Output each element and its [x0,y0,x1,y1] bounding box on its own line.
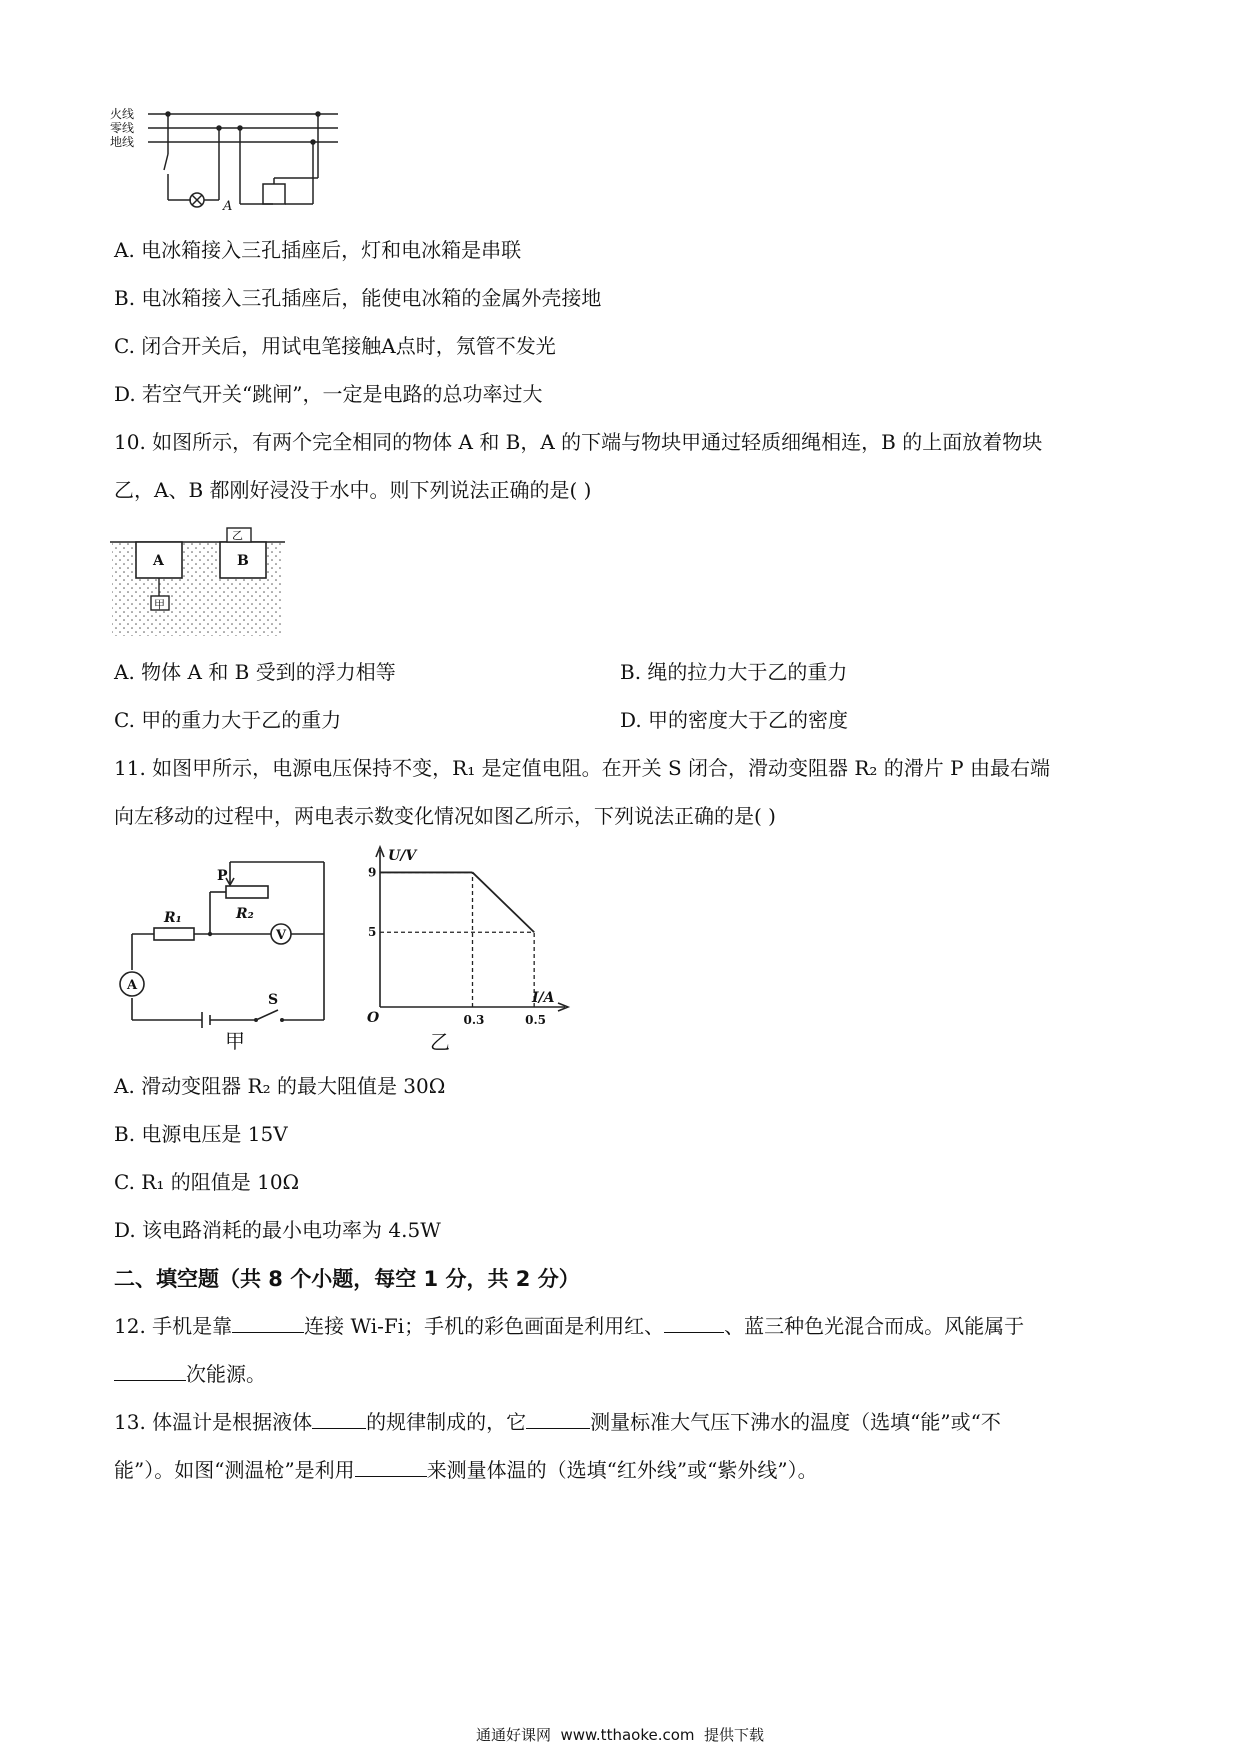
q13-blank-2[interactable] [526,1408,590,1429]
q10-stem-line2: 乙，A、B 都刚好浸没于水中。则下列说法正确的是( ) [114,478,592,502]
q10-option-c: C. 甲的重力大于乙的重力 [114,708,342,732]
q10-option-a: A. 物体 A 和 B 受到的浮力相等 [114,660,396,684]
q9-option-a: A. 电冰箱接入三孔插座后，灯和电冰箱是串联 [114,238,522,262]
q11-option-a: A. 滑动变阻器 R₂ 的最大阻值是 30Ω [114,1074,446,1098]
section-heading: 二、填空题（共 8 个小题，每空 1 分，共 2 分） [114,1267,580,1291]
circuit-caption: 甲 [225,1029,245,1052]
q13-blank-1[interactable] [312,1408,366,1429]
y-tick-label-0: 9 [368,865,377,880]
q9-option-c: C. 闭合开关后，用试电笔接触A点时，氖管不发光 [114,334,556,358]
object-a-label: A [153,553,164,569]
y-axis-label: U/V [388,848,417,864]
ammeter-label: A [127,978,138,993]
ground-line-label: 地线 [110,135,135,149]
r1-label: R₁ [164,910,182,926]
switch-s-label: S [268,992,279,1008]
x-axis-label: I/A [532,990,555,1006]
q12-blank-3[interactable] [114,1360,186,1381]
q12-seg3: 、蓝三种色光混合而成。风能属于 [724,1314,1025,1338]
q10-stem-line1: 10. 如图所示，有两个完全相同的物体 A 和 B，A 的下端与物块甲通过轻质细绳相连，B 的上面放着物块 [114,430,1043,454]
q12-blank-1[interactable] [232,1312,304,1333]
slider-p-label: P [217,868,228,884]
x-tick-label-1: 0.5 [525,1013,547,1027]
q13-line2 [114,1456,818,1484]
q11-stem-line2: 向左移动的过程中，两电表示数变化情况如图乙所示，下列说法正确的是( ) [114,804,776,828]
origin-label: O [367,1010,380,1026]
neutral-line-label: 零线 [110,121,135,135]
q12-seg4: 次能源。 [186,1362,266,1386]
q11-option-c: C. R₁ 的阻值是 10Ω [114,1170,300,1194]
q13-seg2: 的规律制成的，它 [366,1410,527,1434]
circuit-figure-jia [110,852,340,1052]
series-0-segment-2 [473,872,535,932]
q12-line2 [114,1360,266,1388]
block-yi-label: 乙 [232,529,243,542]
r2-label: R₂ [236,906,254,922]
q11-stem-line1: 11. 如图甲所示，电源电压保持不变，R₁ 是定值电阻。在开关 S 闭合，滑动变阻器 R₂ 的滑片 P 由最右端 [114,756,1050,780]
block-jia-label: 甲 [154,598,165,611]
q13-seg4: 能”）。如图“测温枪”是利用 [114,1458,355,1482]
q11-option-d: D. 该电路消耗的最小电功率为 4.5W [114,1218,441,1242]
q11-option-b: B. 电源电压是 15V [114,1122,288,1146]
buoyancy-figure [110,526,285,636]
q13-seg3: 测量标准大气压下沸水的温度（选填“能”或“不 [590,1410,1001,1434]
object-b-label: B [237,553,249,569]
q13-seg5: 来测量体温的（选填“红外线”或“紫外线”）。 [426,1458,818,1482]
q13-line1 [114,1408,1001,1436]
household-circuit-figure [108,104,348,214]
y-tick-label-1: 5 [368,925,377,940]
q13-blank-3[interactable] [355,1456,427,1477]
page-footer: 通通好课网 www.tthaoke.com 提供下载 [475,1726,765,1744]
q12-blank-2[interactable] [664,1312,724,1333]
x-tick-label-0: 0.3 [463,1013,485,1027]
graph-caption: 乙 [430,1030,450,1054]
q12-seg1: 12. 手机是靠 [114,1314,233,1338]
q10-option-b: B. 绳的拉力大于乙的重力 [620,660,848,684]
u-i-graph-yi [360,842,580,1057]
q10-option-d: D. 甲的密度大于乙的密度 [620,708,849,732]
q12-seg2: 连接 Wi-Fi；手机的彩色画面是利用红、 [304,1314,665,1338]
q12-line1 [114,1312,1024,1340]
fire-line-label: 火线 [110,107,135,121]
point-a-label: A [223,199,233,214]
q9-option-b: B. 电冰箱接入三孔插座后，能使电冰箱的金属外壳接地 [114,286,602,310]
q9-option-d: D. 若空气开关“跳闸”，一定是电路的总功率过大 [114,382,543,406]
q13-seg1: 13. 体温计是根据液体 [114,1410,313,1434]
voltmeter-label: V [276,928,287,943]
